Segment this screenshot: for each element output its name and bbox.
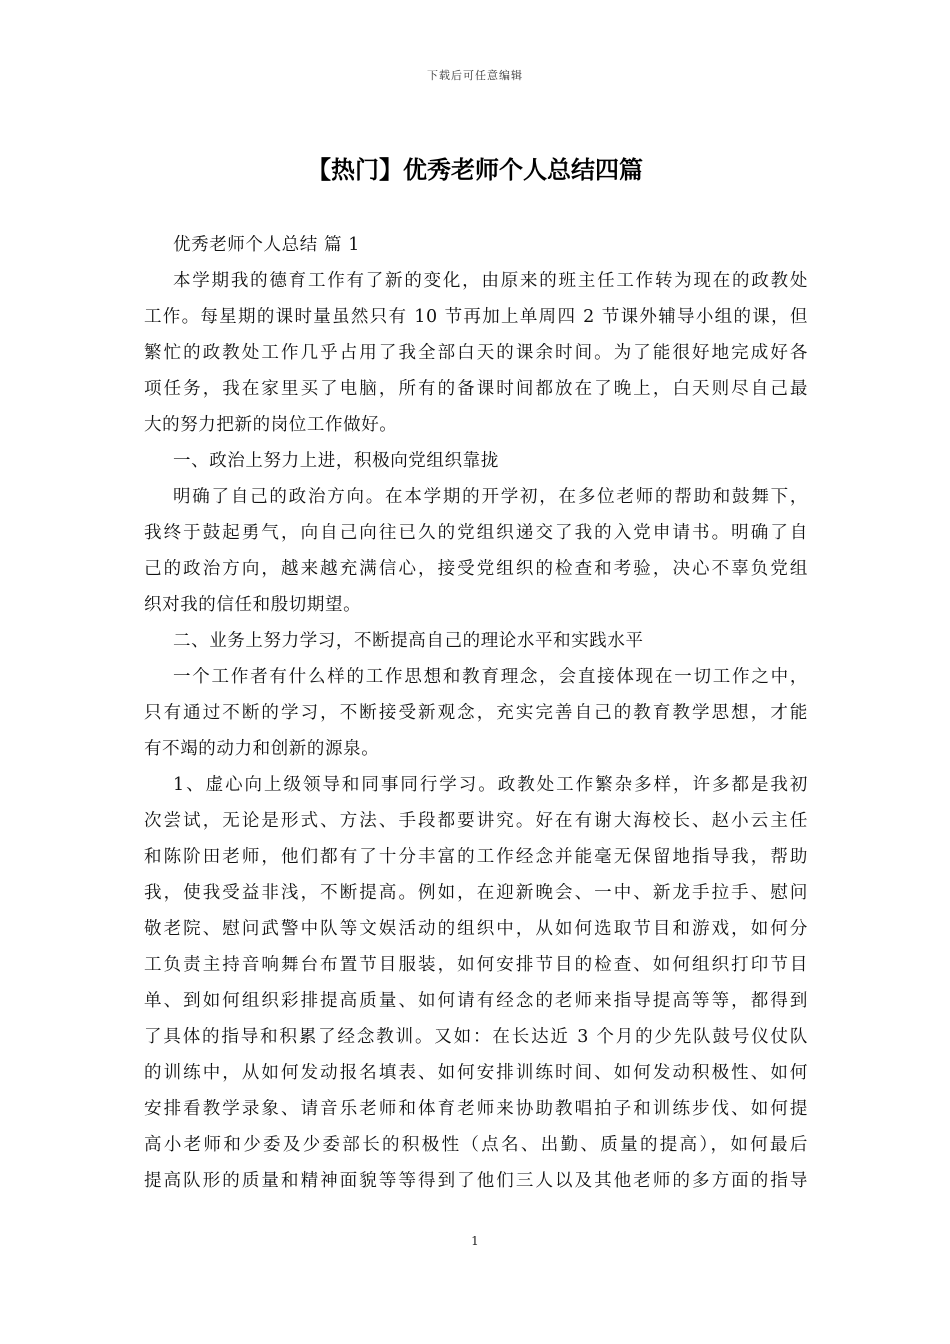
text-line: 我终于鼓起勇气，向自己向往已久的党组织递交了我的入党申请书。明确了自 xyxy=(144,523,808,543)
text-line: 繁忙的政教处工作几乎占用了我全部白天的课余时间。为了能很好地完成好各 xyxy=(144,343,808,363)
text-line: 工作。每星期的课时量虽然只有 10 节再加上单周四 2 节课外辅导小组的课，但 xyxy=(144,307,808,327)
text-line: 安排看教学录象、请音乐老师和体育老师来协助教唱拍子和训练步伐、如何提 xyxy=(144,1099,808,1119)
text-line: 一个工作者有什么样的工作思想和教育理念，会直接体现在一切工作之中， xyxy=(173,667,808,687)
text-line: 敬老院、慰问武警中队等文娱活动的组织中，从如何选取节目和游戏，如何分 xyxy=(144,919,808,939)
text-line: 高小老师和少委及少委部长的积极性（点名、出勤、质量的提高），如何最后 xyxy=(144,1135,808,1155)
document-title: 【热门】优秀老师个人总结四篇 xyxy=(307,155,643,184)
text-line: 二、业务上努力学习，不断提高自己的理论水平和实践水平 xyxy=(173,631,644,651)
text-line: 次尝试，无论是形式、方法、手段都要讲究。好在有谢大海校长、赵小云主任 xyxy=(144,811,808,831)
text-line: 我，使我受益非浅，不断提高。例如，在迎新晚会、一中、新龙手拉手、慰问 xyxy=(144,883,808,903)
text-line: 一、政治上努力上进，积极向党组织靠拢 xyxy=(173,451,499,471)
text-line: 单、到如何组织彩排提高质量、如何请有经念的老师来指导提高等等，都得到 xyxy=(144,991,808,1011)
text-line: 项任务，我在家里买了电脑，所有的备课时间都放在了晚上，白天则尽自己最 xyxy=(144,379,808,399)
text-line: 的训练中，从如何发动报名填表、如何安排训练时间、如何发动积极性、如何 xyxy=(144,1063,808,1083)
document-body xyxy=(144,227,808,1199)
text-line: 有不竭的动力和创新的源泉。 xyxy=(144,739,380,759)
text-line: 工负责主持音响舞台布置节目服装，如何安排节目的检查、如何组织打印节目 xyxy=(144,955,808,975)
text-line: 明确了自己的政治方向。在本学期的开学初，在多位老师的帮助和鼓舞下， xyxy=(173,487,808,507)
text-line: 了具体的指导和积累了经念教训。又如：在长达近 3 个月的少先队鼓号仪仗队 xyxy=(144,1027,808,1047)
header-note: 下载后可任意编辑 xyxy=(427,69,523,82)
text-line: 本学期我的德育工作有了新的变化，由原来的班主任工作转为现在的政教处 xyxy=(173,271,808,291)
text-line: 只有通过不断的学习，不断接受新观念，充实完善自己的教育教学思想，才能 xyxy=(144,703,808,723)
text-line: 优秀老师个人总结 篇 1 xyxy=(173,235,360,255)
text-line: 和陈阶田老师，他们都有了十分丰富的工作经念并能毫无保留地指导我，帮助 xyxy=(144,847,808,867)
text-line: 1、虚心向上级领导和同事同行学习。政教处工作繁杂多样，许多都是我初 xyxy=(173,775,808,795)
text-line: 织对我的信任和殷切期望。 xyxy=(144,595,362,615)
page-number: 1 xyxy=(471,1234,479,1248)
text-line: 己的政治方向，越来越充满信心，接受党组织的检查和考验，决心不辜负党组 xyxy=(144,559,808,579)
text-line: 提高队形的质量和精神面貌等等得到了他们三人以及其他老师的多方面的指导 xyxy=(144,1171,808,1191)
text-line: 大的努力把新的岗位工作做好。 xyxy=(144,415,398,435)
